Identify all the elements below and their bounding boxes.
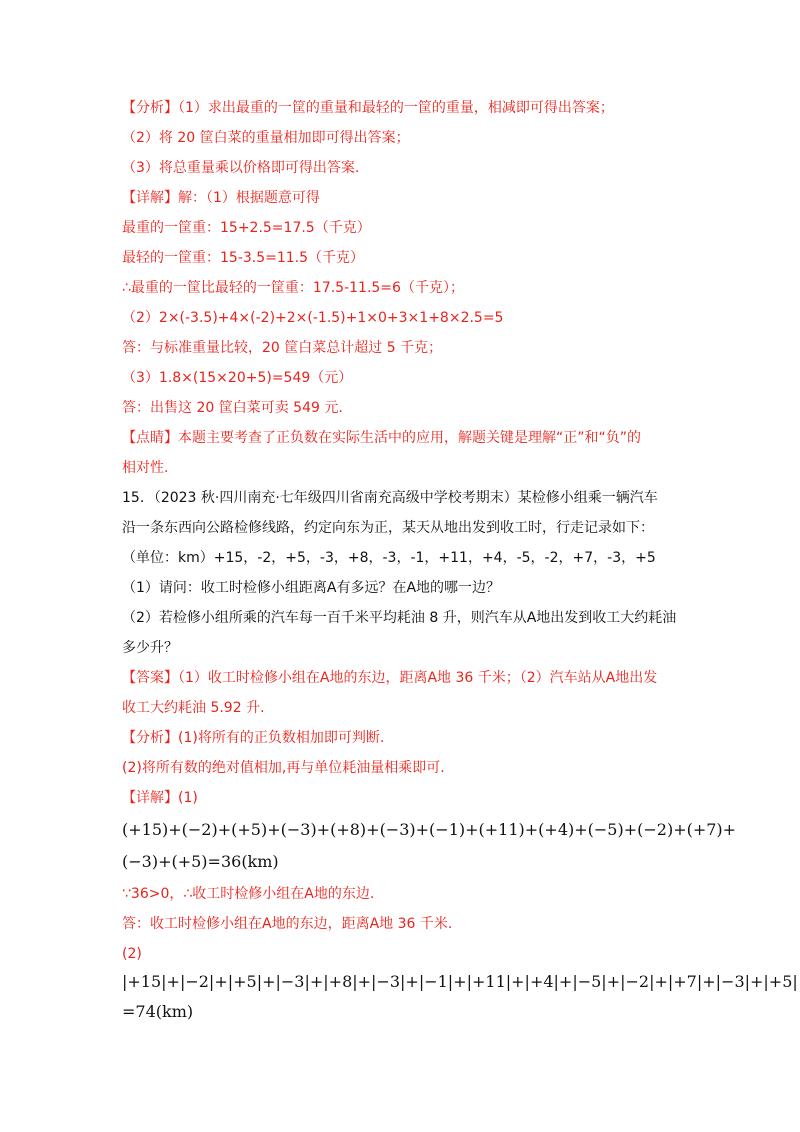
equation-abs-line-2: =74(km) (122, 1002, 194, 1021)
analysis-line-3: （3）将总重量乘以价格即可得出答案. (122, 160, 360, 176)
comment-line-1: 【点睛】本题主要考查了正负数在实际生活中的应用，解题关键是理解“正”和“负”的 (122, 430, 642, 446)
question-15-records: （单位：km）+15，-2，+5，-3，+8，-3，-1，+11，+4，-5，-2，+7，-3，+5 (122, 550, 656, 566)
solution-line-heaviest: 最重的一筐重：15+2.5=17.5（千克） (122, 220, 371, 236)
solution-15-part-2-heading: (2) (122, 946, 142, 962)
answer-line-2: 答：与标准重量比较，20 筐白菜总计超过 5 千克； (122, 340, 443, 356)
comment-line-2: 相对性. (122, 460, 169, 476)
since-therefore-line: ∵36>0，∴收工时检修小组在A地的东边. (122, 886, 375, 902)
answer-line-3: 答：出售这 20 筐白菜可卖 549 元. (122, 400, 343, 416)
analysis-line-1: 【分析】（1）求出最重的一筐的重量和最轻的一筐的重量，相减即可得出答案； (122, 100, 614, 116)
answer-15-line-1: 答：收工时检修小组在A地的东边，距离A地 36 千米. (122, 916, 453, 932)
analysis-15-line-2: (2)将所有数的绝对值相加,再与单位耗油量相乘即可. (122, 760, 445, 776)
question-15-heading: 15．（2023 秋·四川南充·七年级四川省南充高级中学校考期末）某检修小组乘一辆汽车 (122, 490, 658, 506)
answer-line-b: 收工大约耗油 5.92 升. (122, 700, 265, 716)
solution-line-2: （2）2×(-3.5)+4×(-2)+2×(-1.5)+1×0+3×1+8×2.5=5 (122, 310, 504, 326)
question-15-line-2: 沿一条东西向公路检修线路，约定向东为正，某天从地出发到收工时，行走记录如下： (122, 520, 654, 536)
question-15-part-2-cont: 多少升？ (122, 640, 178, 656)
solution-line-3: （3）1.8×(15×20+5)=549（元） (122, 370, 353, 386)
equation-abs-line-1: |+15|+|−2|+|+5|+|−3|+|+8|+|−3|+|−1|+|+11|+|+4|+|−5|+|−2|+|+7|+|−3|+|+5| (122, 972, 798, 991)
question-15-part-1: （1）请问：收工时检修小组距离A有多远？在A地的哪一边？ (122, 580, 501, 596)
question-15-part-2: （2）若检修小组所乘的汽车每一百千米平均耗油 8 升，则汽车从A地出发到收工大约耗油 (122, 610, 677, 626)
equation-sum-line-2: (−3)+(+5)=36(km) (122, 852, 279, 871)
analysis-line-2: （2）将 20 筐白菜的重量相加即可得出答案； (122, 130, 410, 146)
answer-line-a: 【答案】（1）收工时检修小组在A地的东边，距离A地 36 千米；（2）汽车站从A地出发 (122, 670, 658, 686)
solution-line-difference: ∴最重的一筐比最轻的一筐重：17.5-11.5=6（千克）； (122, 280, 464, 296)
solution-heading: 【详解】解：（1）根据题意可得 (122, 190, 320, 206)
solution-line-lightest: 最轻的一筐重：15-3.5=11.5（千克） (122, 250, 365, 266)
solution-15-heading: 【详解】(1) (122, 790, 198, 806)
analysis-15-line-1: 【分析】(1)将所有的正负数相加即可判断. (122, 730, 385, 746)
equation-sum-line-1: (+15)+(−2)+(+5)+(−3)+(+8)+(−3)+(−1)+(+11)+(+4)+(−5)+(−2)+(+7)+ (122, 820, 737, 839)
